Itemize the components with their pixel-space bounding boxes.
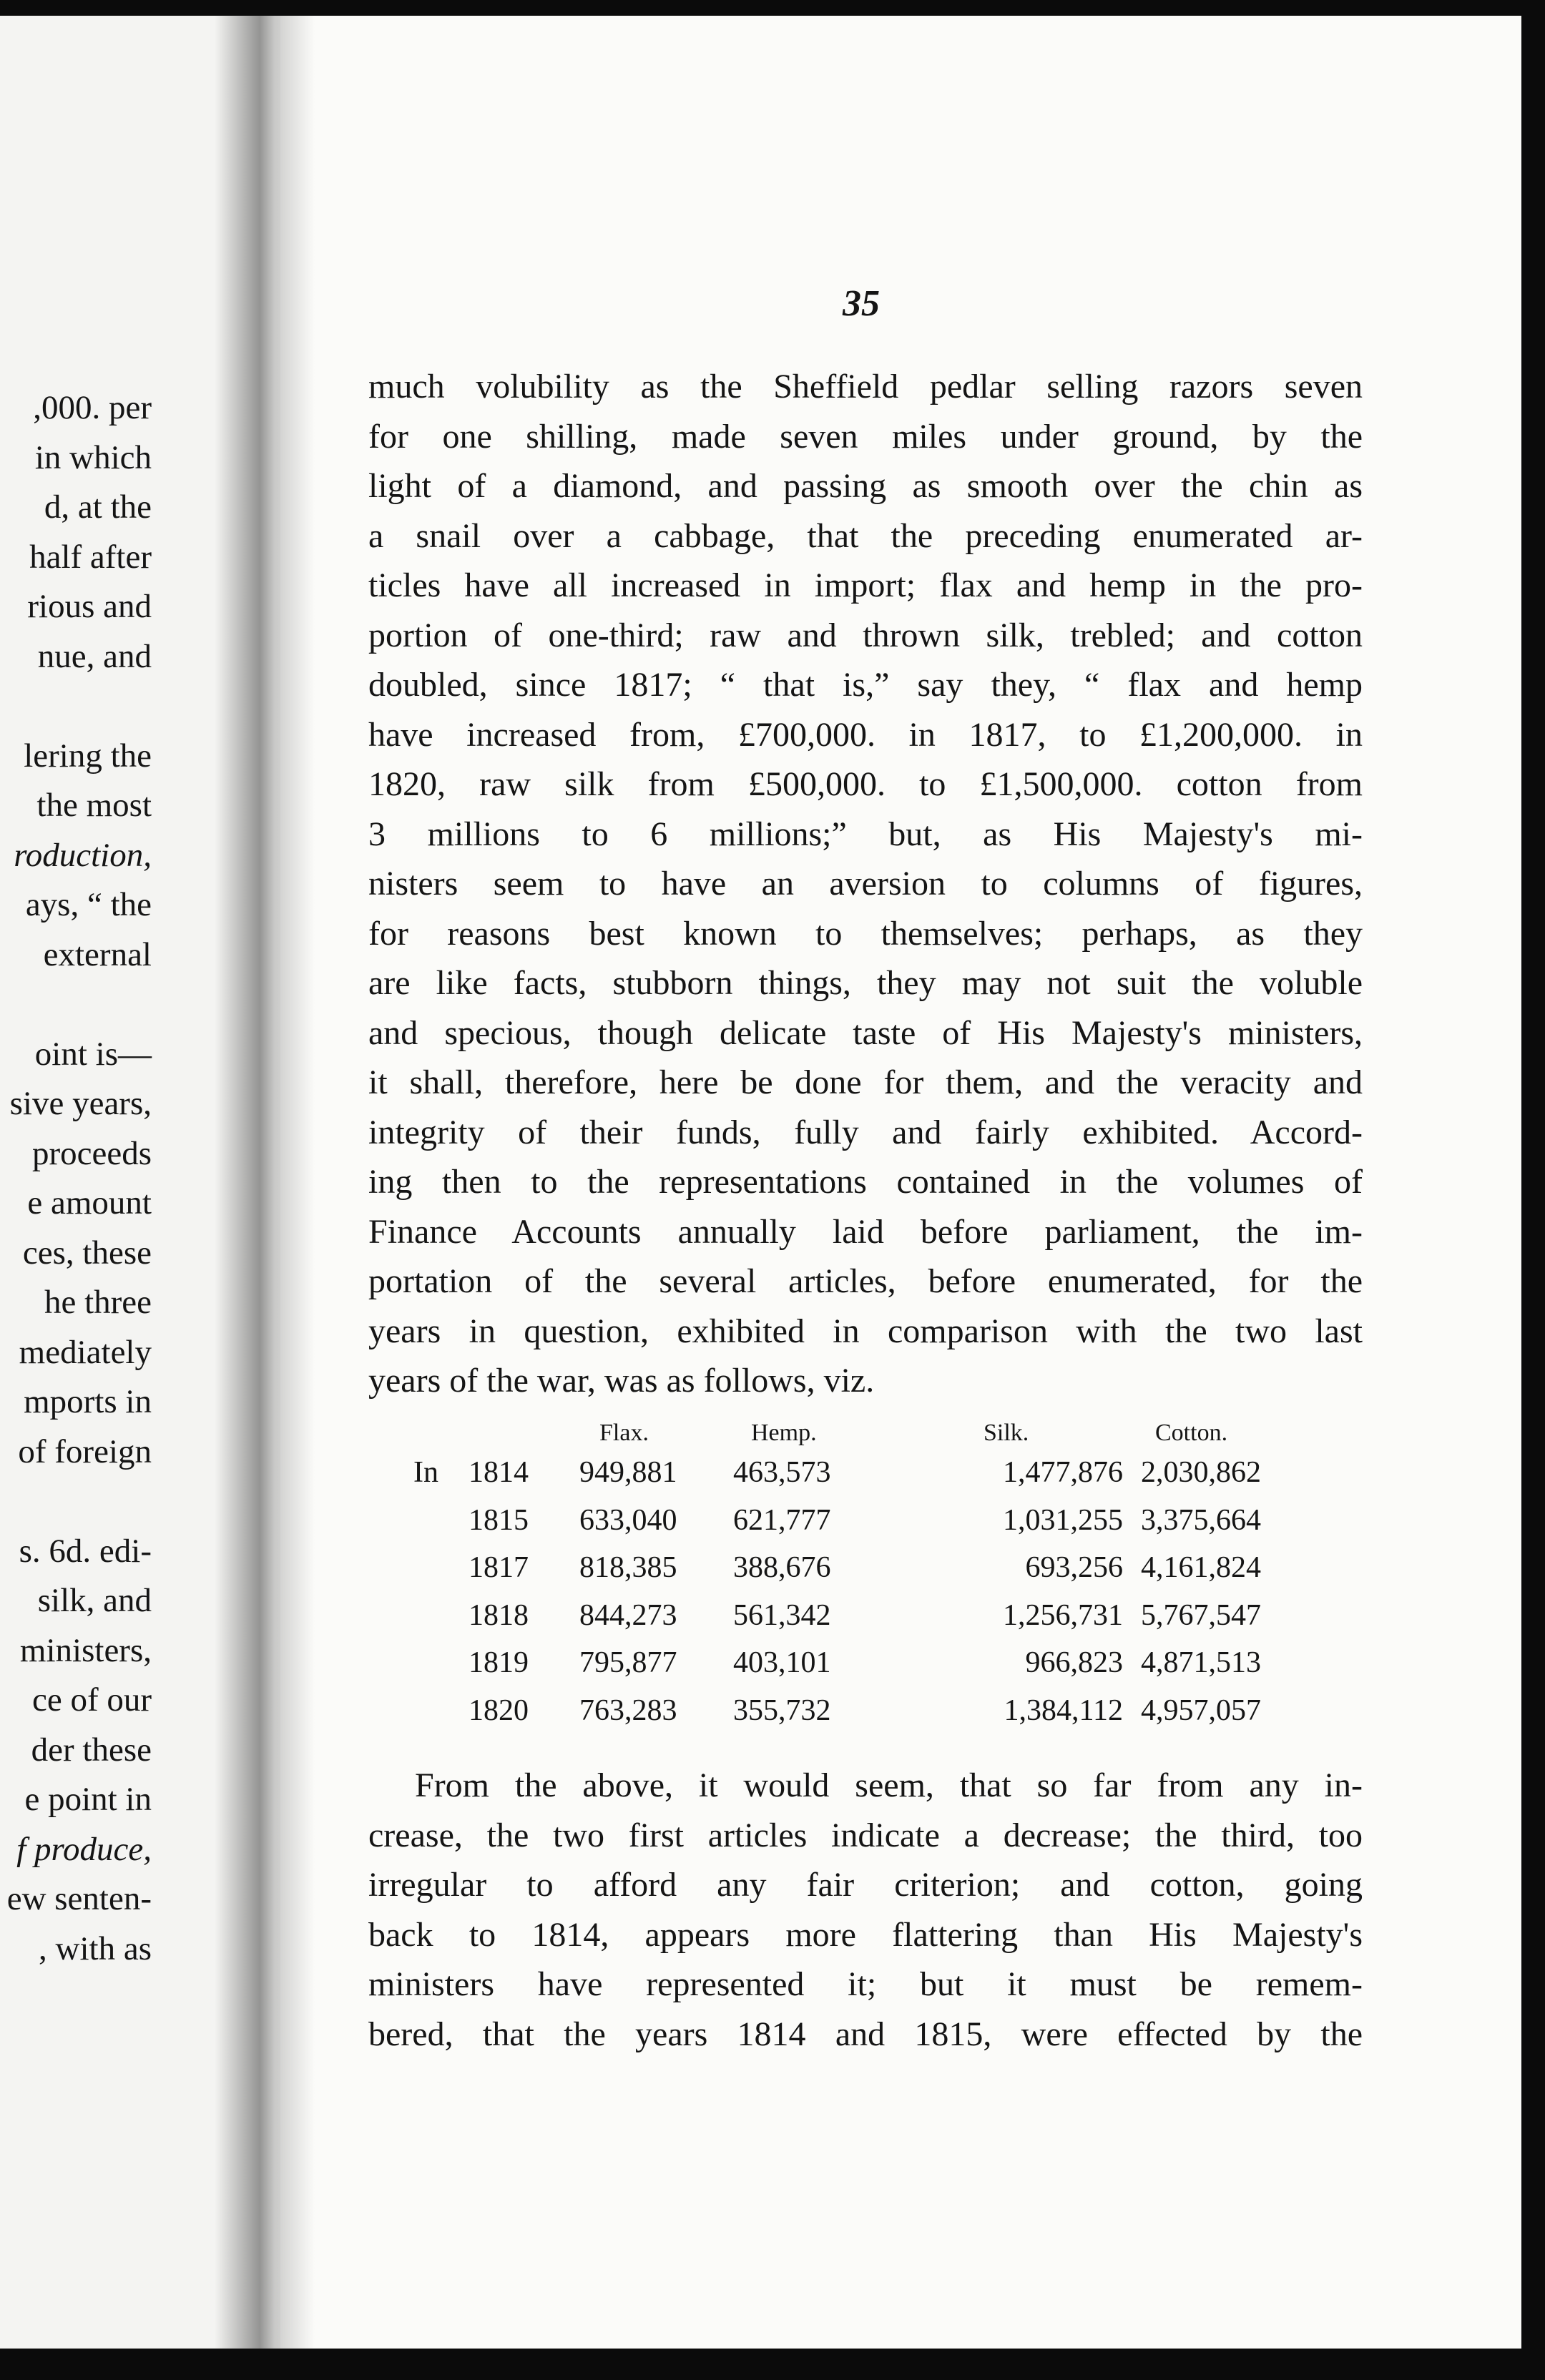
cell-silk: 693,256 (1025, 1551, 1123, 1584)
header-silk: Silk. (984, 1420, 1029, 1446)
cell-year: 1818 (469, 1598, 529, 1632)
text-line: nisters seem to have an aversion to columns of figures, (368, 865, 1363, 903)
left-line-gap (0, 682, 152, 732)
paragraph-2 (368, 1761, 1363, 2059)
text-line: ing then to the representations contained in the volumes of (368, 1163, 1363, 1201)
left-line: ce of our (31, 1681, 152, 1718)
text-line: years of the war, was as follows, viz. (368, 1362, 875, 1400)
cell-flax: 844,273 (579, 1598, 677, 1632)
cell-silk: 1,477,876 (1003, 1456, 1123, 1489)
text-line: have increased from, £700,000. in 1817, to £1,200,000. in (368, 715, 1363, 754)
cell-cotton: 3,375,664 (1141, 1503, 1261, 1537)
left-line: in which (34, 438, 152, 476)
cell-flax: 818,385 (579, 1551, 677, 1584)
cell-flax: 949,881 (579, 1456, 677, 1489)
left-line: half after (29, 538, 152, 576)
import-table (401, 1420, 1359, 1741)
text-line: ticles have all increased in import; flax and hemp in the pro- (368, 566, 1363, 604)
left-line: lering the (24, 737, 152, 775)
book-gutter-shadow (215, 16, 315, 2349)
table-row (401, 1455, 1359, 1503)
cell-cotton: 4,957,057 (1141, 1693, 1261, 1727)
table-row (401, 1598, 1359, 1646)
left-line: proceeds (31, 1134, 152, 1172)
left-line: oint is— (34, 1035, 152, 1073)
left-page-text (0, 383, 152, 1974)
text-line: bered, that the years 1814 and 1815, were effected by the (368, 2015, 1363, 2053)
cell-silk: 1,031,255 (1003, 1503, 1123, 1537)
text-line: it shall, therefore, here be done for them, and the veracity and (368, 1063, 1363, 1101)
left-line: mediately (19, 1333, 152, 1371)
left-line: ministers, (19, 1631, 152, 1669)
text-line: portion of one-third; raw and thrown silk, trebled; and cotton (368, 616, 1363, 654)
table-row (401, 1693, 1359, 1741)
text-line: are like facts, stubborn things, they may not suit the voluble (368, 964, 1363, 1002)
cell-flax: 633,040 (579, 1503, 677, 1537)
cell-silk: 1,384,112 (1004, 1693, 1123, 1727)
cell-hemp: 388,676 (733, 1551, 831, 1584)
paragraph-1 (368, 362, 1363, 1406)
left-line: der these (31, 1731, 152, 1769)
text-line: for one shilling, made seven miles under ground, by the (368, 417, 1363, 456)
cell-hemp: 561,342 (733, 1598, 831, 1632)
cell-silk: 966,823 (1025, 1646, 1123, 1679)
text-line: ministers have represented it; but it must be remem- (368, 1965, 1363, 2003)
page-number: 35 (843, 283, 880, 324)
left-line-gap (0, 1477, 152, 1527)
left-line: ays, “ the (25, 886, 152, 923)
cell-hemp: 463,573 (733, 1456, 831, 1489)
left-line: ,000. per (33, 389, 152, 426)
text-line: years in question, exhibited in comparison with the two last (368, 1312, 1363, 1350)
text-line: irregular to afford any fair criterion; and cotton, going (368, 1866, 1363, 1904)
text-line: light of a diamond, and passing as smooth over the chin as (368, 467, 1363, 505)
left-line: roduction, (14, 836, 152, 874)
text-line: integrity of their funds, fully and fairly exhibited. Accord- (368, 1113, 1363, 1151)
text-line: crease, the two first articles indicate a decrease; the third, too (368, 1816, 1363, 1854)
table-body (401, 1455, 1359, 1741)
table-header (401, 1420, 1359, 1455)
text-line: 3 millions to 6 millions;” but, as His Majesty's mi- (368, 815, 1363, 853)
cell-cotton: 4,871,513 (1141, 1646, 1261, 1679)
left-line: of foreign (18, 1432, 152, 1470)
left-line: e point in (24, 1781, 152, 1818)
text-line: From the above, it would seem, that so far from any in- (415, 1766, 1363, 1804)
left-line: ces, these (22, 1234, 152, 1272)
left-line: he three (44, 1284, 152, 1321)
left-line: external (43, 935, 152, 973)
cell-year: 1814 (469, 1456, 529, 1489)
left-line: , with as (39, 1929, 152, 1967)
text-line: 1820, raw silk from £500,000. to £1,500,000. cotton from (368, 765, 1363, 803)
header-flax: Flax. (599, 1420, 649, 1446)
left-line: sive years, (9, 1085, 152, 1122)
left-line-gap (0, 980, 152, 1030)
cell-silk: 1,256,731 (1003, 1598, 1123, 1632)
text-line: back to 1814, appears more flattering than His Majesty's (368, 1915, 1363, 1954)
text-line: for reasons best known to themselves; perhaps, as they (368, 914, 1363, 953)
left-line: f produce, (16, 1830, 152, 1868)
cell-hemp: 621,777 (733, 1503, 831, 1537)
left-line: mports in (24, 1383, 152, 1420)
table-row (401, 1550, 1359, 1598)
left-line: rious and (27, 588, 152, 625)
table-row (401, 1646, 1359, 1693)
cell-year: 1817 (469, 1551, 529, 1584)
text-line: portation of the several articles, before enumerated, for the (368, 1262, 1363, 1300)
left-line: silk, and (37, 1582, 152, 1619)
text-line: doubled, since 1817; “ that is,” say they, “ flax and hemp (368, 666, 1363, 704)
cell-cotton: 2,030,862 (1141, 1456, 1261, 1489)
left-line: d, at the (44, 488, 152, 526)
cell-year: 1820 (469, 1693, 529, 1727)
cell-cotton: 5,767,547 (1141, 1598, 1261, 1632)
cell-year: 1819 (469, 1646, 529, 1679)
left-line: the most (36, 787, 152, 824)
cell-flax: 763,283 (579, 1693, 677, 1727)
cell-hemp: 355,732 (733, 1693, 831, 1727)
table-row (401, 1503, 1359, 1551)
cell-flax: 795,877 (579, 1646, 677, 1679)
header-cotton: Cotton. (1155, 1420, 1228, 1446)
cell-prefix: In (413, 1456, 438, 1489)
text-line: a snail over a cabbage, that the preceding enumerated ar- (368, 516, 1363, 555)
text-line: much volubility as the Sheffield pedlar selling razors seven (368, 368, 1363, 405)
cell-hemp: 403,101 (733, 1646, 831, 1679)
cell-cotton: 4,161,824 (1141, 1551, 1261, 1584)
text-line: and specious, though delicate taste of His Majesty's ministers, (368, 1013, 1363, 1052)
text-line: Finance Accounts annually laid before parliament, the im- (368, 1212, 1363, 1251)
cell-year: 1815 (469, 1503, 529, 1537)
left-line: ew senten- (6, 1880, 152, 1917)
left-line: s. 6d. edi- (19, 1532, 152, 1570)
left-line: e amount (27, 1184, 152, 1221)
left-line: nue, and (37, 637, 152, 675)
header-hemp: Hemp. (751, 1420, 817, 1446)
